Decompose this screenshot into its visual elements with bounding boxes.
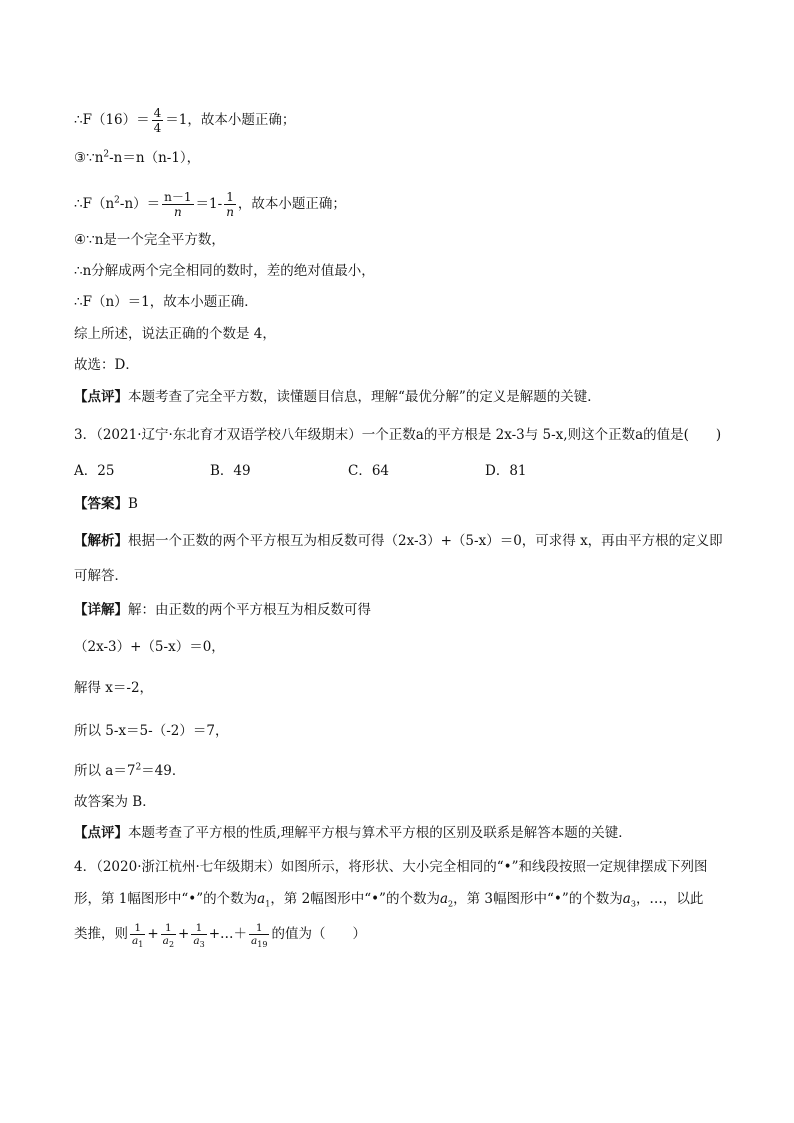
step-1: （2x-3）+（5-x）＝0， <box>74 639 225 655</box>
analysis-cont: 可解答． <box>74 568 128 584</box>
solution-summary: 综上所述，说法正确的个数是 4， <box>74 326 276 342</box>
text: ＝1，故本小题正确； <box>165 112 296 128</box>
option-a: A．25 <box>74 463 115 479</box>
step-2: 解得 x＝-2， <box>74 680 154 696</box>
fraction: $\frac{1}{n}$ <box>226 190 234 219</box>
step-5: 故答案为 B． <box>74 794 156 810</box>
question-3: 3．（2021·辽宁·东北育才双语学校八年级期末）一个正数a的平方根是 2x-3与 5-x,则这个正数a的值是( ) <box>74 427 722 443</box>
solution-line-4: ④∵n是一个完全平方数， <box>74 232 225 248</box>
solution-line-6: ∴F（n）＝1，故本小题正确． <box>74 294 258 310</box>
question-4-line-3: 类推，则 $\frac{1}{a_1}$ + $\frac{1}{a_2}$ + $\frac{1}{a_3}$ +…＋ $\frac{1}{a_{19}}$ 的值为（ ） <box>74 922 366 950</box>
fraction: $\frac{1}{a_1}$ <box>132 922 144 950</box>
detail: 【详解】解：由正数的两个平方根互为相反数可得 <box>74 602 371 618</box>
fraction: $\frac{1}{a_3}$ <box>193 922 205 950</box>
step-4: 所以 $a=7^2=49$． <box>74 762 186 779</box>
solution-line-5: ∴n分解成两个完全相同的数时，差的绝对值最小， <box>74 263 375 279</box>
fraction: $\frac{4}{4}$ <box>153 106 162 135</box>
fraction: $\frac{1}{a_{19}}$ <box>251 922 268 950</box>
comment-1: 【点评】本题考查了完全平方数，读懂题目信息，理解“最优分解”的定义是解题的关键． <box>74 389 601 405</box>
analysis: 【解析】根据一个正数的两个平方根互为相反数可得（2x-3）+（5-x）＝0，可求得 x，再由平方根的定义即 <box>74 533 723 549</box>
answer: 【答案】B <box>74 496 138 512</box>
option-b: B．49 <box>210 463 251 479</box>
step-3: 所以 5-x＝5-（-2）＝7， <box>74 723 229 739</box>
fraction: $\frac{n-1}{n}$ <box>164 190 192 219</box>
option-d: D．81 <box>485 463 527 479</box>
comment-2: 【点评】本题考查了平方根的性质,理解平方根与算术平方根的区别及联系是解答本题的关键． <box>74 825 632 841</box>
solution-choice: 故选：D． <box>74 357 139 373</box>
text: ∴F（16）＝ <box>74 112 150 128</box>
solution-line-fn2: $\therefore F(n^2-n)=$ $\frac{n-1}{n}$ ＝1- $\frac{1}{n}$ ，故本小题正确； <box>74 190 346 219</box>
option-c: C．64 <box>348 463 390 479</box>
question-4-line-2: 形，第 1幅图形中“•”的个数为$a_1$，第 2幅图形中“•”的个数为$a_2$，第 3幅图形中“•”的个数为$a_3$，…，以此 <box>74 891 704 909</box>
question-4-line-1: 4．（2020·浙江杭州·七年级期末）如图所示，将形状、大小完全相同的“•”和线段按照一定规律摆成下列图 <box>74 859 708 875</box>
fraction: $\frac{1}{a_2}$ <box>162 922 175 950</box>
solution-line-3: $③\because n^2-n=n(n-1)$， <box>74 149 201 166</box>
solution-line-f16 <box>74 106 295 135</box>
